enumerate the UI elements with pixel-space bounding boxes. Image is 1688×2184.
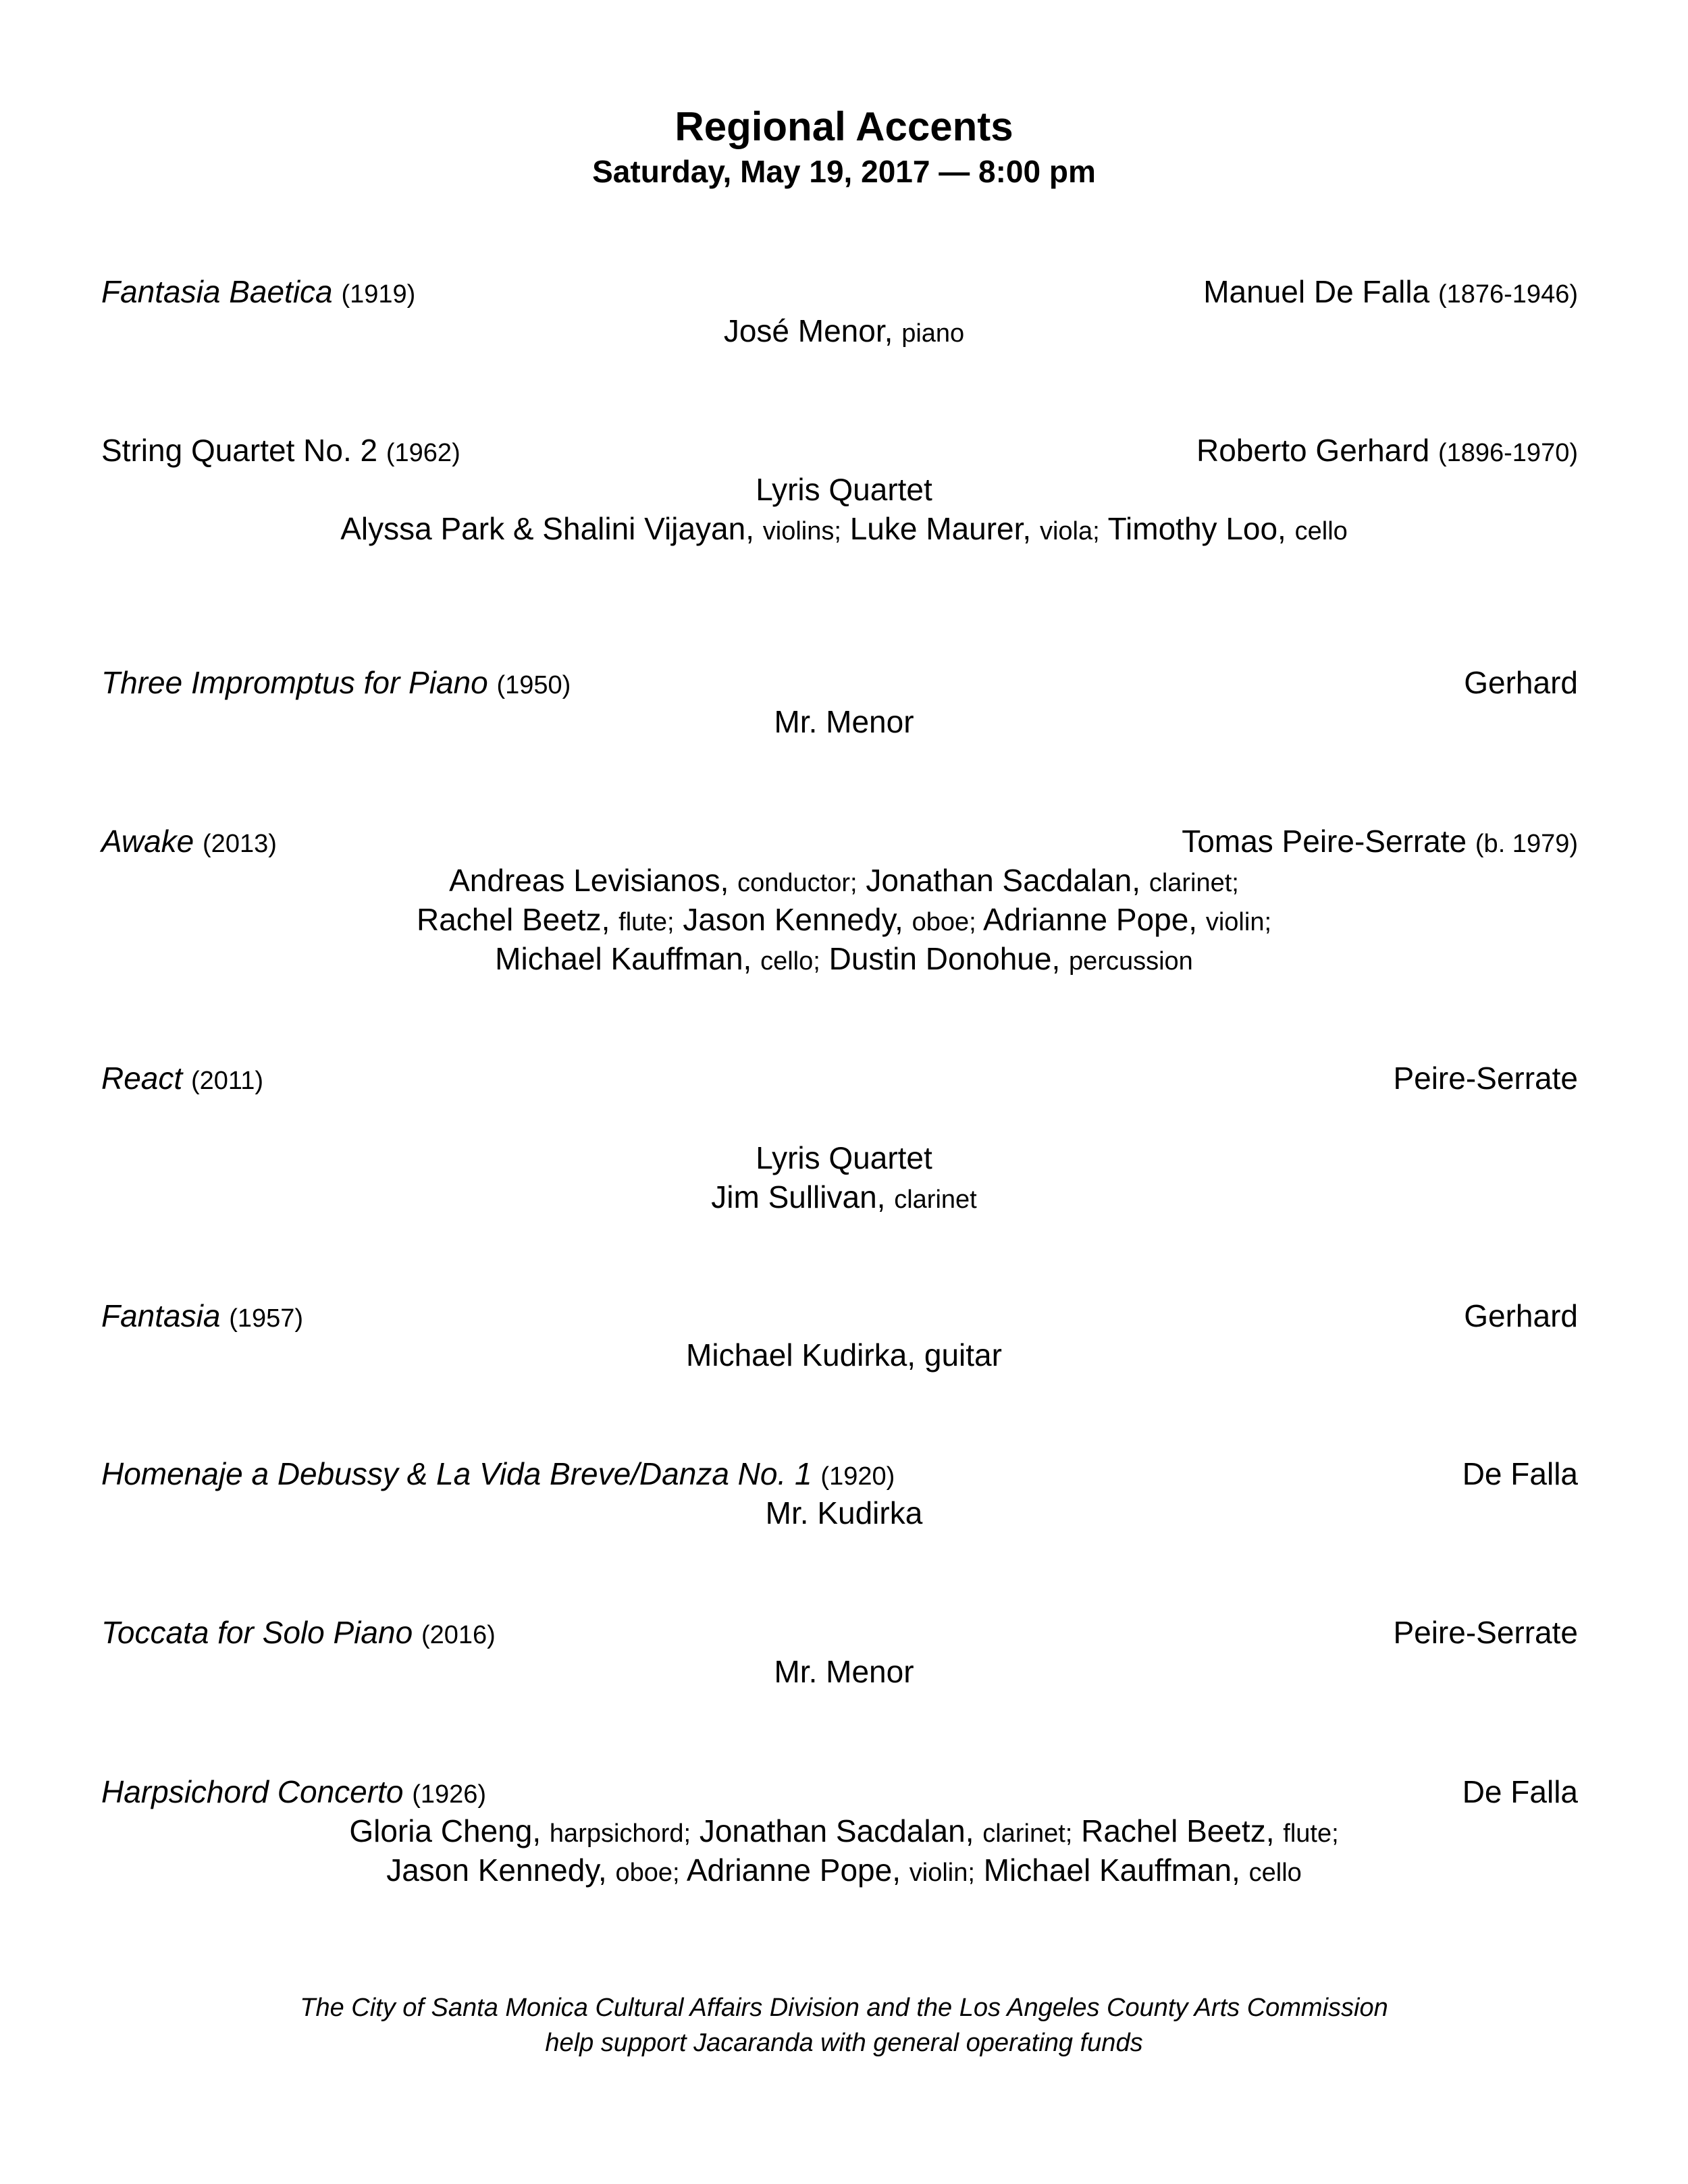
composer-name: Tomas Peire-Serrate — [1182, 824, 1467, 859]
piece-year: (1919) — [341, 280, 416, 309]
ensemble-name: Lyris Quartet — [756, 472, 932, 507]
composer-row — [1196, 431, 1578, 473]
performer-name: Rachel Beetz, — [416, 902, 610, 937]
composer-name: De Falla — [1462, 1456, 1578, 1491]
piece-year: (1962) — [386, 439, 460, 467]
piece-title: Homenaje a Debussy & La Vida Breve/Danza No. 1 — [101, 1456, 812, 1491]
composer-row — [1462, 1454, 1578, 1493]
piece-title: String Quartet No. 2 — [101, 433, 378, 468]
piece-title: Toccata for Solo Piano — [101, 1615, 413, 1650]
performer-role: violins; — [762, 517, 841, 545]
performer-line — [0, 1177, 1688, 1219]
concert-date: Saturday, May 19, 2017 — 8:00 pm — [592, 154, 1096, 189]
composer-dates: (1896-1970) — [1438, 439, 1578, 467]
performer-line: Michael Kudirka, guitar — [686, 1337, 1002, 1373]
performer-role: clarinet — [894, 1186, 977, 1214]
piece-title: Fantasia — [101, 1298, 221, 1333]
piece-year: (1920) — [820, 1462, 895, 1491]
performer-role: piano — [901, 319, 965, 348]
performer-role: cello — [1248, 1859, 1302, 1887]
performer-line — [0, 939, 1688, 981]
composer-name: Manuel De Falla — [1203, 274, 1430, 309]
performer-line — [0, 900, 1688, 942]
performer-role: clarinet; — [982, 1819, 1073, 1848]
composer-name: Roberto Gerhard — [1196, 433, 1430, 468]
composer-name: Peire-Serrate — [1393, 1061, 1578, 1096]
performer-role: cello; — [760, 947, 820, 976]
composer-name: De Falla — [1462, 1774, 1578, 1809]
piece-year: (2013) — [203, 830, 277, 858]
performer-name: Luke Maurer, — [849, 511, 1032, 546]
performer-name: Jonathan Sacdalan, — [866, 863, 1141, 898]
piece-title: Fantasia Baetica — [101, 274, 333, 309]
performer-role: viola; — [1039, 517, 1100, 545]
performer-line — [0, 311, 1688, 353]
composer-row — [1182, 822, 1578, 863]
piece-title-row — [101, 1613, 496, 1655]
performer-name: Dustin Donohue, — [828, 941, 1061, 976]
performer-role: clarinet; — [1149, 869, 1239, 897]
piece-title-row — [101, 431, 460, 473]
performer-role: harpsichord; — [549, 1819, 691, 1848]
piece-title-row — [101, 822, 277, 863]
performer-role: cello — [1294, 517, 1348, 545]
composer-row — [1464, 1296, 1578, 1335]
performer-name: Jason Kennedy, — [683, 902, 903, 937]
program-title: Regional Accents — [675, 104, 1013, 149]
performer-name: Alyssa Park & Shalini Vijayan, — [340, 511, 754, 546]
performer-role: conductor; — [737, 869, 858, 897]
funding-credit — [0, 1990, 1688, 2060]
performer-role: oboe; — [912, 908, 976, 936]
performer-role: flute; — [618, 908, 675, 936]
piece-title: Awake — [101, 824, 194, 859]
performer-role: violin; — [909, 1859, 975, 1887]
piece-year: (1957) — [229, 1304, 304, 1333]
performer-name: Gloria Cheng, — [349, 1813, 542, 1848]
composer-name: Gerhard — [1464, 665, 1578, 700]
performer-role: violin; — [1205, 908, 1272, 936]
piece-title-row — [101, 1059, 263, 1100]
piece-title-row — [101, 272, 415, 314]
performer-line — [0, 861, 1688, 903]
performer-name: Jonathan Sacdalan, — [699, 1813, 974, 1848]
funding-credit-line: help support Jacaranda with general operating funds — [545, 2029, 1143, 2057]
performer-line: Mr. Menor — [774, 704, 914, 739]
performer-role: oboe; — [615, 1859, 680, 1887]
ensemble-name: Lyris Quartet — [756, 1140, 932, 1175]
performer-name: Andreas Levisianos, — [449, 863, 729, 898]
piece-year: (1926) — [412, 1780, 487, 1809]
composer-row — [1464, 663, 1578, 702]
composer-dates: (1876-1946) — [1438, 280, 1578, 309]
piece-title: Harpsichord Concerto — [101, 1774, 404, 1809]
piece-title: React — [101, 1061, 183, 1096]
composer-row — [1393, 1059, 1578, 1098]
performer-name: Adrianne Pope, — [686, 1853, 901, 1888]
performer-name: Adrianne Pope, — [982, 902, 1198, 937]
performer-name: Jim Sullivan, — [711, 1179, 886, 1215]
performer-line — [0, 1811, 1688, 1853]
piece-title-row — [101, 1772, 486, 1814]
performer-name: Timothy Loo, — [1107, 511, 1286, 546]
composer-row — [1393, 1613, 1578, 1652]
piece-title: Three Impromptus for Piano — [101, 665, 488, 700]
funding-credit-line: The City of Santa Monica Cultural Affairs Division and the Los Angeles County Arts Commission — [300, 1994, 1388, 2022]
piece-year: (2016) — [421, 1621, 496, 1649]
performer-line: Mr. Menor — [774, 1654, 914, 1689]
performer-role: percussion — [1069, 947, 1193, 976]
composer-row — [1462, 1772, 1578, 1811]
performer-name: Michael Kauffman, — [983, 1853, 1240, 1888]
performer-name: Jason Kennedy, — [386, 1853, 607, 1888]
piece-title-row — [101, 1296, 303, 1338]
piece-title-row — [101, 663, 571, 705]
performer-name: José Menor, — [723, 313, 893, 348]
composer-row — [1203, 272, 1578, 314]
composer-dates: (b. 1979) — [1475, 830, 1578, 858]
performer-line: Mr. Kudirka — [765, 1495, 923, 1530]
performer-name: Rachel Beetz, — [1081, 1813, 1275, 1848]
performer-line — [0, 509, 1688, 551]
composer-name: Gerhard — [1464, 1298, 1578, 1333]
performer-line — [0, 1850, 1688, 1892]
composer-name: Peire-Serrate — [1393, 1615, 1578, 1650]
performer-name: Michael Kauffman, — [495, 941, 752, 976]
performer-role: flute; — [1283, 1819, 1339, 1848]
piece-year: (2011) — [190, 1067, 263, 1095]
piece-year: (1950) — [496, 671, 571, 699]
piece-title-row — [101, 1454, 895, 1496]
